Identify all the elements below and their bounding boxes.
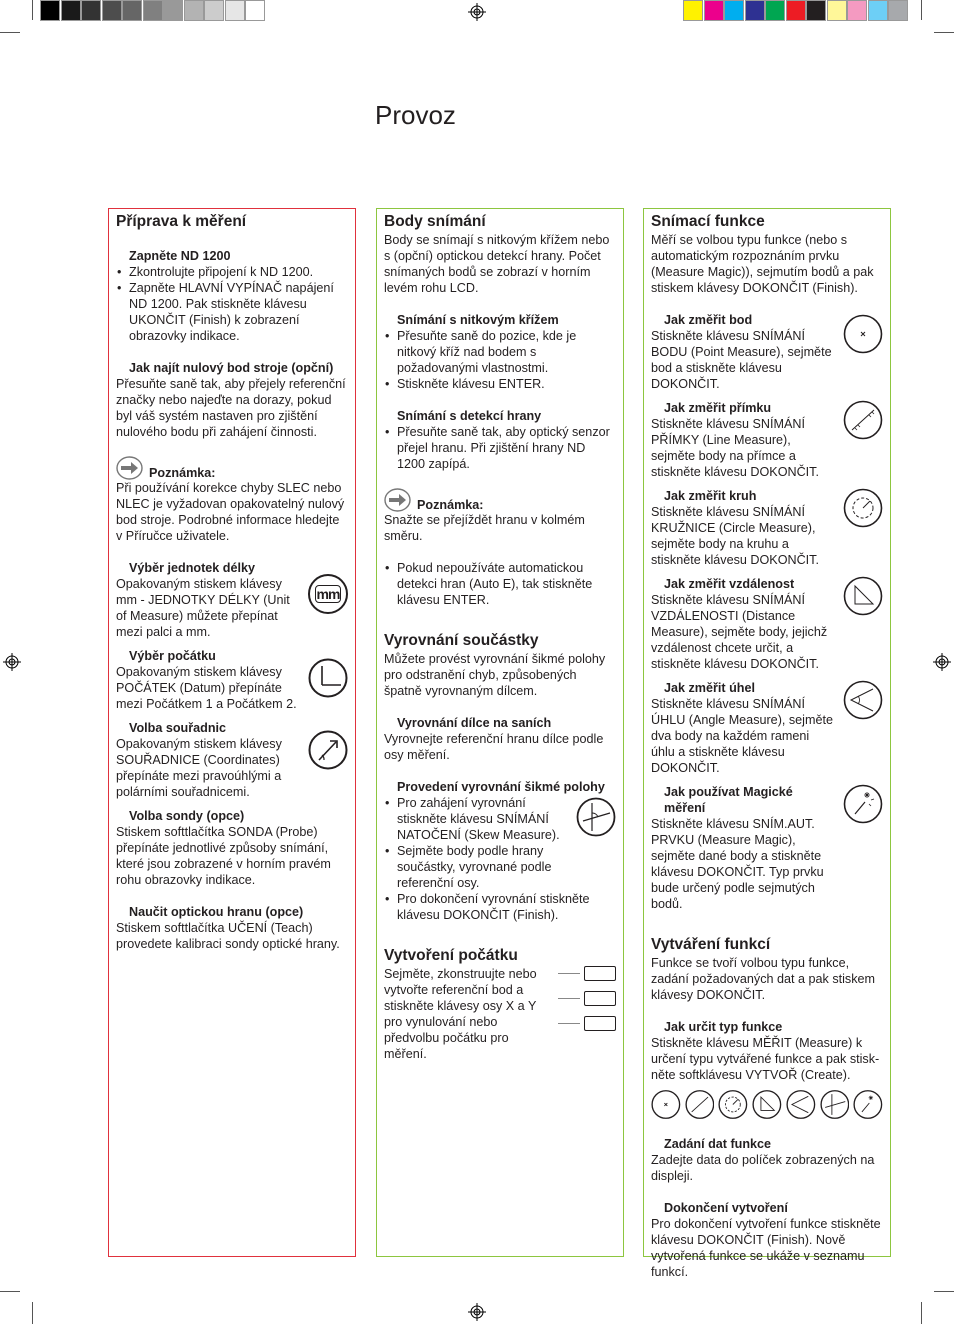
datum-section [116, 648, 348, 712]
paragraph: Stiskněte klávesu SNÍMÁNÍ PŘÍMKY (Line Measure), sejměte body na přímce a stiskněte klávesu DOKONČIT. [651, 417, 819, 479]
section-title: Body snímání [384, 213, 486, 230]
subsection-title: Naučit optickou hranu (opce) [129, 905, 304, 919]
angle-feature-icon [786, 1089, 816, 1120]
color-swatch [245, 0, 265, 21]
subsection-title: Zadání dat funkce [664, 1137, 772, 1151]
circle-feature-icon [718, 1089, 748, 1120]
section-title: Příprava k měření [116, 213, 247, 230]
paragraph: Snažte se přejíždět hranu v kolmém směru. [384, 513, 585, 543]
crop-mark [0, 1291, 20, 1292]
subsection-title: Jak změřit přímku [664, 401, 772, 415]
paragraph: Body se snímají s nitkovým křížem nebo s (opční) optickou detekcí hrany. Počet snímaných bodů se zobrazí v horním levém rohu LCD. [384, 233, 610, 295]
paragraph: Stiskněte klávesu SNÍMÁNÍ KRUŽNICE (Circle Measure), sejměte body na kruhu a stiskněte klávesu DOKONČIT. [651, 505, 819, 567]
list-item: • Zapněte HLAVNÍ VYPÍNAČ napájení ND 1200. Pak stiskněte klávesu UKONČIT (Finish) k zobrazení obrazovky indikace. [116, 280, 348, 344]
leader-line [558, 998, 580, 999]
color-swatch [683, 0, 703, 21]
column-measure-features [643, 208, 891, 1279]
color-swatch [61, 0, 81, 21]
bullet-list [384, 560, 616, 608]
bullet-list [384, 424, 616, 472]
subsection-title: Jak změřit úhel [664, 681, 755, 695]
color-swatch [847, 0, 867, 21]
list-item: • Pokud nepoužíváte automatickou detekci hran (Auto E), tak stiskněte klávesu ENTER. [384, 560, 616, 608]
color-swatch [163, 0, 183, 21]
point-measure-icon [843, 314, 883, 354]
datum-create-section [384, 966, 616, 1062]
section-title: Vytváření funkcí [651, 936, 771, 953]
list-item: • Zkontrolujte připojení k ND 1200. [116, 264, 348, 280]
subsection-title: Jak změřit bod [664, 313, 753, 327]
paragraph: Funkce se tvoří volbou typu funkce, zadání požadovaných dat a pak stiskem klávesy DOKONČIT. [651, 956, 876, 1002]
arrow-right-icon [116, 456, 143, 480]
crop-mark [934, 1291, 954, 1292]
paragraph: Stiskem softtlačítka UČENÍ (Teach) provedete kalibraci sondy optické hrany. [116, 921, 340, 951]
color-swatch [122, 0, 142, 21]
magic-section [651, 784, 883, 912]
page-title: Provoz [375, 100, 456, 130]
subsection-title: Dokončení vytvoření [664, 1201, 788, 1215]
subsection-title: Jak najít nulový bod stroje (opční) [129, 361, 334, 375]
color-swatch [786, 0, 806, 21]
units-section [116, 560, 348, 640]
crop-mark [921, 1302, 922, 1324]
line-section [651, 400, 883, 480]
paragraph: Stiskněte klávesu MĚŘIT (Measure) k určení typu vytvářené funkce a pak stisk-něte softklávesu VYTVOŘ (Create). [651, 1036, 880, 1082]
list-item: • Pro zahájení vyrovnání stiskněte klávesu SNÍMÁNÍ NATOČENÍ (Skew Measure). [384, 795, 566, 843]
paragraph: Sejměte, zkonstruujte nebo vytvořte referenční bod a stiskněte klávesy osy X a Y pro vynulování nebo předvolbu počátku pro měření. [384, 967, 537, 1061]
color-swatch [81, 0, 101, 21]
line-measure-icon [843, 400, 883, 440]
crop-mark [921, 0, 922, 20]
color-swatch [868, 0, 888, 21]
axis-key-z-icon [584, 1016, 616, 1031]
color-swatch [765, 0, 785, 21]
paragraph: Můžete provést vyrovnání šikmé polohy pro odstranění chyb, způsobených špatně vyrovnaným dílcem. [384, 652, 606, 698]
axis-key-y-icon [584, 991, 616, 1006]
paragraph: Stiskem softtlačítka SONDA (Probe) přepínáte jednotlivé způsoby snímání, které jsou zobrazené v horním pravém rohu obrazovky indikace. [116, 825, 331, 887]
list-item: • Sejměte body podle hrany součástky, vyrovnané podle referenční osy. [384, 843, 566, 891]
mm-key-icon: mm [308, 574, 348, 614]
paragraph: Stiskněte klávesu SNÍMÁNÍ ÚHLU (Angle Measure), sejměte dva body na každém rameni úhlu a stiskněte klávesu DOKONČIT. [651, 697, 833, 775]
subsection-title: Volba sondy (opce) [129, 809, 245, 823]
bullet-list [384, 328, 616, 392]
subsection-title: Jak používat Magické měření [664, 785, 793, 815]
subsection-title: Jak změřit kruh [664, 489, 757, 503]
crop-mark [0, 32, 20, 33]
color-swatch [184, 0, 204, 21]
subsection-title: Vyrovnání dílce na saních [397, 716, 552, 730]
feature-type-icons [651, 1089, 883, 1120]
subsection-title: Provedení vyrovnání šikmé polohy [397, 780, 605, 794]
color-swatch [745, 0, 765, 21]
color-swatch [225, 0, 245, 21]
color-swatch [204, 0, 224, 21]
color-swatch [704, 0, 724, 21]
skew-feature-icon [820, 1089, 850, 1120]
list-item: • Přesuňte saně do pozice, kde je nitkový kříž nad bodem s požadovanými vlastnostmi. [384, 328, 616, 376]
paragraph: Vyrovnejte referenční hranu dílce podle osy měření. [384, 732, 604, 762]
point-section [651, 312, 883, 392]
subsection-title: Volba souřadnic [129, 721, 227, 735]
circle-measure-icon [843, 488, 883, 528]
color-swatch [143, 0, 163, 21]
bullet-list [116, 264, 348, 344]
color-swatch [102, 0, 122, 21]
skew-key-icon [576, 797, 616, 837]
note-header [384, 488, 616, 512]
note-header [116, 456, 348, 480]
section-title: Snímací funkce [651, 213, 765, 230]
subsection-title: Zapněte ND 1200 [129, 249, 231, 263]
column-preparation [108, 208, 356, 1257]
distance-section [651, 576, 883, 672]
distance-measure-icon [843, 576, 883, 616]
subsection-title: Výběr počátku [129, 649, 216, 663]
magic-wand-icon [843, 784, 883, 824]
registration-mark-icon [468, 3, 486, 21]
angle-section [651, 680, 883, 776]
registration-mark-icon [3, 653, 21, 671]
coordinates-section [116, 720, 348, 800]
subsection-title: Jak určit typ funkce [664, 1020, 783, 1034]
crop-mark [32, 1302, 33, 1324]
paragraph: Opakovaným stiskem klávesy POČÁTEK (Datum) přepínáte mezi Počátkem 1 a Počátkem 2. [116, 665, 297, 711]
registration-mark-icon [933, 653, 951, 671]
paragraph: Stiskněte klávesu SNÍM.AUT. PRVKU (Measure Magic), sejměte dané body a stiskněte klávesu DOKONČIT. Typ prvku bude určený podle sejmutých bodů. [651, 817, 824, 911]
line-feature-icon [685, 1089, 715, 1120]
paragraph: Měří se volbou typu funkce (nebo s automatickým rozpoznáním prvku (Measure Magic)), sejmutím bodů a pak stiskem klávesy DOKONČIT (Finish). [651, 233, 874, 295]
leader-line [558, 973, 580, 974]
section-title: Vytvoření počátku [384, 947, 518, 964]
paragraph: Stiskněte klávesu SNÍMÁNÍ BODU (Point Measure), sejměte bod a stiskněte klávesu DOKONČIT. [651, 329, 832, 391]
subsection-title: Výběr jednotek délky [129, 561, 255, 575]
paragraph: Pro dokončení vytvoření funkce stiskněte klávesu DOKONČIT (Finish). Nově vytvořená funkce se ukáže v seznamu funkcí. [651, 1217, 881, 1279]
paragraph: Stiskněte klávesu SNÍMÁNÍ VZDÁLENOSTI (Distance Measure), sejměte body, jejichž vzdálenost chcete určit, a stiskněte klávesu DOKONČIT. [651, 593, 828, 671]
section-title: Vyrovnání součástky [384, 632, 539, 649]
skew-section [384, 795, 616, 891]
color-swatch [40, 0, 60, 21]
subsection-title: Snímání s detekcí hrany [397, 409, 542, 423]
list-item: • Stiskněte klávesu ENTER. [384, 376, 616, 392]
subsection-title: Snímání s nitkovým křížem [397, 313, 559, 327]
bullet-list [384, 891, 616, 923]
angle-measure-icon [843, 680, 883, 720]
color-swatch [724, 0, 744, 21]
list-item: • Pro dokončení vyrovnání stiskněte klávesu DOKONČIT (Finish). [384, 891, 616, 923]
note-label: Poznámka: [417, 498, 484, 512]
list-item: • Přesuňte saně tak, aby optický senzor přejel hranu. Při zjištění hrany ND 1200 zapípá. [384, 424, 616, 472]
leader-line [558, 1023, 580, 1024]
note-label: Poznámka: [149, 466, 216, 480]
coordinates-key-icon [308, 730, 348, 770]
paragraph: Opakovaným stiskem klávesy mm - JEDNOTKY DÉLKY (Unit of Measure) můžete přepínat mezi palci a mm. [116, 577, 290, 639]
paragraph: Opakovaným stiskem klávesy SOUŘADNICE (Coordinates) přepínáte mezi pravoúhlými a polárními souřadnicemi. [116, 737, 282, 799]
axis-key-x-icon [584, 966, 616, 981]
circle-section [651, 488, 883, 568]
color-swatch [806, 0, 826, 21]
magic-feature-icon [853, 1089, 883, 1120]
point-feature-icon [651, 1089, 681, 1120]
color-swatch [827, 0, 847, 21]
registration-mark-icon [468, 1303, 486, 1321]
subsection-title: Jak změřit vzdálenost [664, 577, 795, 591]
color-swatch [888, 0, 908, 21]
arrow-right-icon [384, 488, 411, 512]
paragraph: Při používání korekce chyby SLEC nebo NLEC je vyžadovan opakovatelný nulový bod stroje. Podrobné informace hledejte v Příručce uživatele. [116, 481, 345, 543]
column-probing-points [376, 208, 624, 1257]
crop-mark [32, 0, 33, 20]
crop-mark [934, 32, 954, 33]
paragraph: Zadejte data do políček zobrazených na displeji. [651, 1153, 875, 1183]
distance-feature-icon [752, 1089, 782, 1120]
paragraph: Přesuňte saně tak, aby přejely referenční značky nebo najeďte na dorazy, pokud byl váš systém nastaven pro zjištění nulového bodu při zahájení činnosti. [116, 377, 346, 439]
datum-key-icon [308, 658, 348, 698]
